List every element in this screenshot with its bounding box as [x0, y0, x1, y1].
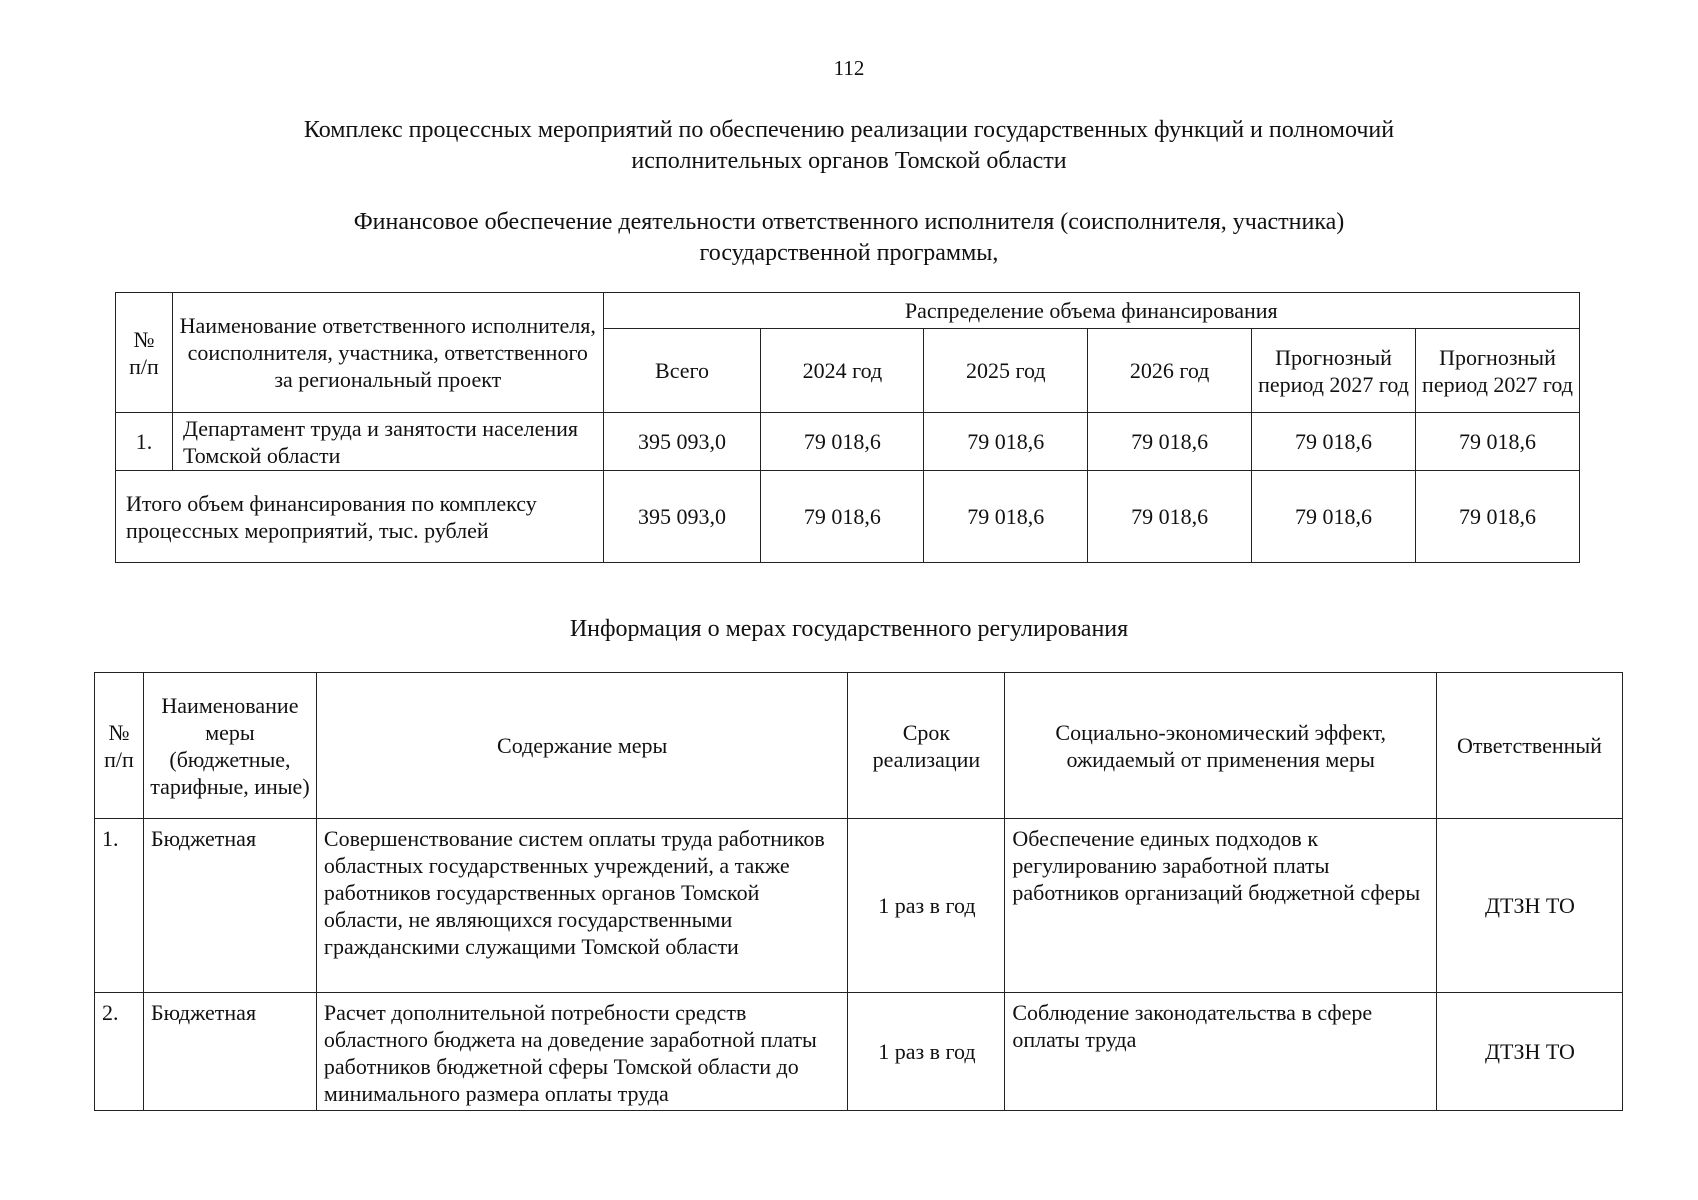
- col-header-responsible: Ответственный: [1437, 673, 1623, 819]
- totals-row: [116, 471, 1580, 563]
- executor-name: Департамент труда и занятости населения Томской области: [172, 413, 603, 471]
- amount-forecast-1: 79 018,6: [1252, 413, 1416, 471]
- col-header-executor-name: Наименование ответственного исполнителя, соисполнителя, участника, ответственного за региональный проект: [172, 293, 603, 413]
- amount-2025: 79 018,6: [924, 413, 1088, 471]
- totals-amount-2026: 79 018,6: [1088, 471, 1252, 563]
- section-title: [0, 115, 1698, 177]
- finance-table-title: [0, 207, 1698, 269]
- col-header-measure-name: Наименование меры (бюджетные, тарифные, иные): [143, 673, 316, 819]
- row-number: 1.: [116, 413, 173, 471]
- finance-table-title-line-2: государственной программы,: [699, 240, 999, 266]
- totals-amount-2024: 79 018,6: [761, 471, 924, 563]
- col-header-forecast-2: Прогнозный период 2027 год: [1416, 329, 1580, 413]
- totals-label: Итого объем финансирования по комплексу процессных мероприятий, тыс. рублей: [116, 471, 604, 563]
- regulation-table: [94, 672, 1623, 1111]
- col-header-number: № п/п: [116, 293, 173, 413]
- measure-effect: Соблюдение законодательства в сфере оплаты труда: [1005, 993, 1437, 1111]
- regulation-table-title: Информация о мерах государственного регулирования: [569, 616, 1129, 642]
- row-number: 1.: [95, 819, 144, 993]
- measure-type: Бюджетная: [143, 993, 316, 1111]
- col-header-2025: 2025 год: [924, 329, 1088, 413]
- totals-amount-forecast-2: 79 018,6: [1416, 471, 1580, 563]
- table-row: [116, 413, 1580, 471]
- table-row: [95, 993, 1623, 1111]
- col-header-measure-content: Содержание меры: [316, 673, 848, 819]
- section-title-line-1: Комплекс процессных мероприятий по обеспечению реализации государственных функций и полномочий: [303, 117, 1395, 143]
- col-header-term: Срок реализации: [848, 673, 1005, 819]
- finance-table-title-line-1: Финансовое обеспечение деятельности ответственного исполнителя (соисполнителя, участника): [353, 209, 1345, 235]
- col-header-2024: 2024 год: [761, 329, 924, 413]
- amount-total: 395 093,0: [603, 413, 761, 471]
- measure-term: 1 раз в год: [848, 819, 1005, 993]
- measure-term: 1 раз в год: [848, 993, 1005, 1111]
- measure-effect: Обеспечение единых подходов к регулированию заработной платы работников организаций бюджетной сферы: [1005, 819, 1437, 993]
- col-header-total: Всего: [603, 329, 761, 413]
- finance-table: [115, 292, 1580, 563]
- table-row: [95, 819, 1623, 993]
- measure-type: Бюджетная: [143, 819, 316, 993]
- row-number: 2.: [95, 993, 144, 1111]
- measure-responsible: ДТЗН ТО: [1437, 993, 1623, 1111]
- amount-2026: 79 018,6: [1088, 413, 1252, 471]
- measure-content: Расчет дополнительной потребности средств областного бюджета на доведение заработной платы работников бюджетной сферы Томской области до минимального размера оплаты труда: [316, 993, 848, 1111]
- col-header-funding-distribution: Распределение объема финансирования: [603, 293, 1579, 329]
- amount-forecast-2: 79 018,6: [1416, 413, 1580, 471]
- col-header-forecast-1: Прогнозный период 2027 год: [1252, 329, 1416, 413]
- totals-amount-2025: 79 018,6: [924, 471, 1088, 563]
- col-header-2026: 2026 год: [1088, 329, 1252, 413]
- col-header-number: № п/п: [95, 673, 144, 819]
- measure-content: Совершенствование систем оплаты труда работников областных государственных учреждений, а также работников государственных органов Томской области, не являющихся государственными гражданскими служащими Томской области: [316, 819, 848, 993]
- totals-amount-forecast-1: 79 018,6: [1252, 471, 1416, 563]
- amount-2024: 79 018,6: [761, 413, 924, 471]
- col-header-effect: Социально-экономический эффект, ожидаемый от применения меры: [1005, 673, 1437, 819]
- page-number: 112: [833, 56, 865, 80]
- measure-responsible: ДТЗН ТО: [1437, 819, 1623, 993]
- totals-amount-total: 395 093,0: [603, 471, 761, 563]
- section-title-line-2: исполнительных органов Томской области: [631, 148, 1067, 174]
